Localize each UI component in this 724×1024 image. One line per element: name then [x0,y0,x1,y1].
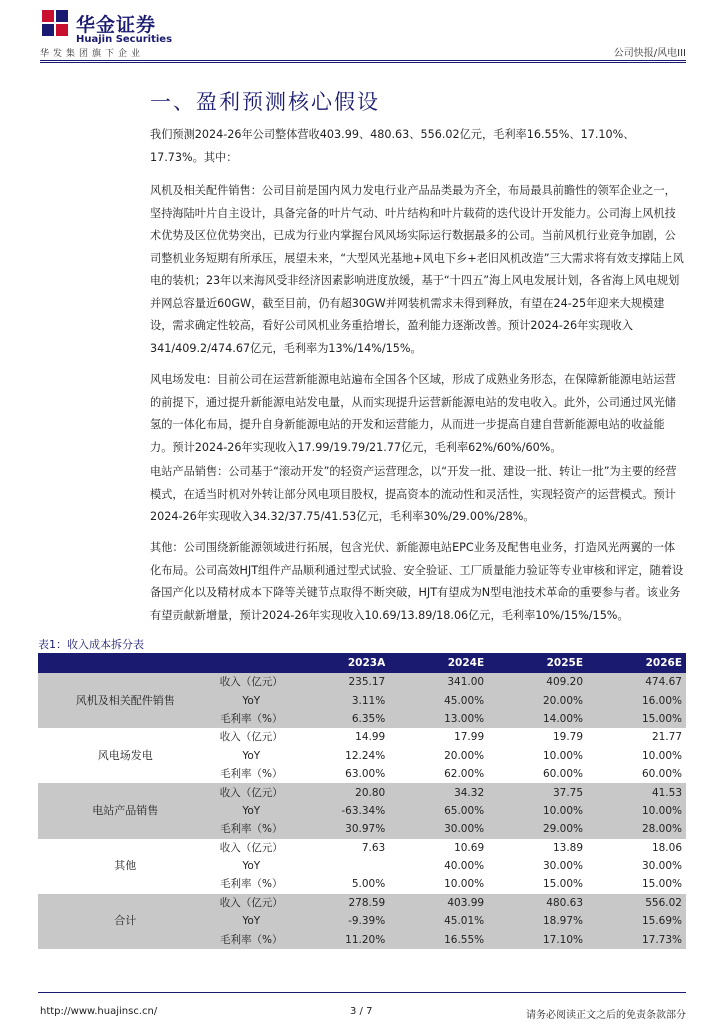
value-cell: 15.00% [587,710,686,728]
metric-cell: 收入（亿元） [213,894,290,912]
value-cell: 10.69 [454,841,485,854]
paragraph-text: 风电场发电：目前公司在运营新能源电站遍布全国各个区域，形成了成熟业务形态，在保障新能源电站运营的前提下，通过提升新能源电站发电量，从而实现提升运营新能源电站的发电收入。此外，公司通过风光储氢的一体化布局，提升自身新能源电站的开发和运营能力，从而进一步提高自建自营新能源电站的收益能力。预计2024-26年实现收入17.99/19.79/21.77亿元，毛利率62%/60%/60%。 [150,373,676,454]
value-cell: -9.39% [290,912,389,930]
metric-cell: YoY [213,912,290,930]
value-cell: 14.99 [355,731,386,744]
table-bottom-rule [38,992,686,993]
paragraph-text: 我们预测2024-26年公司整体营收403.99、480.63、556.02亿元，毛利率16.55%、17.10%、17.73%。其中： [150,128,635,164]
paragraph-text: 风机及相关配件销售：公司目前是国内风力发电行业产品品类最为齐全，布局最具前瞻性的领军企业之一，坚持海陆叶片自主设计，具备完备的叶片气动、叶片结构和叶片载荷的迭代设计开发能力。公司海上风机技术优势及区位优势突出，已成为行业内掌握台风风场实际运行数据最多的公司。当前风机行业竞争加剧，公司整机业务短期有所承压，展望未来，“大型风光基地+风电下乡+老旧风机改造”三大需求将有效支撑陆上风电的装机；23年以来海风受非经济因素影响进度放缓，基于“十四五”海上风电发展计划，各省海上风电规划并网总容量近60GW，截至目前，仍有超30GW并网装机需求未得到释放，有望在24-25年迎来大规模建设，需求确定性较高，看好公司风机业务重拾增长，盈利能力逐渐改善。预计2024-26年实现收入341/409.2/474.67亿元，毛利率为13%/14%/15%。 [150,184,684,355]
header-cell-blank [38,653,213,673]
value-cell: 20.00% [444,749,485,762]
value-cell: 19.79 [552,731,584,744]
value-cell: 62.00% [444,768,485,781]
metric-cell: YoY [213,691,290,709]
table-row [38,783,686,801]
paragraph-wind-farm [150,369,686,459]
header-cell-year: 2026E [587,653,686,673]
huajin-logo-icon [40,8,70,38]
report-type: 公司快报/风电III [613,48,686,59]
metric-cell: YoY [242,749,261,762]
footer-website-link[interactable]: http://www.huajinsc.cn/ [40,1006,158,1017]
value-cell: -63.34% [290,802,389,820]
paragraph-other [150,537,686,627]
table-row [38,894,686,912]
value-cell: 480.63 [488,894,587,912]
value-cell: 556.02 [587,894,686,912]
paragraph-station-sales [150,461,686,529]
value-cell: 30.97% [290,820,389,838]
metric-cell: 毛利率（%） [213,710,290,728]
value-cell: 30.00% [641,860,682,873]
header-divider-secondary [40,62,686,63]
value-cell: 21.77 [651,731,682,744]
value-cell: 13.89 [552,841,584,854]
paragraph-text: 其他：公司围绕新能源领域进行拓展，包含光伏、新能源电站EPC业务及配售电业务，打造风光两翼的一体化布局。公司高效HJT组件产品顺利通过型式试验、安全验证、工厂质量能力验证等专业审核和评定，随着设备国产化以及精材成本下降等关键节点取得不断突破，HJT有望成为N型电池技术革命的重要参与者。该业务有望贡献新增量，预计2024-26年实现收入10.69/13.89/18.06亿元，毛利率10%/15%/15%。 [150,541,684,622]
header-divider [40,60,686,61]
value-cell: 10.00% [444,878,485,891]
value-cell: 10.00% [488,802,587,820]
value-cell: 5.00% [351,878,386,891]
company-logo [40,8,240,48]
footer-disclaimer: 请务必阅读正文之后的免责条款部分 [526,1010,686,1021]
section-title: 一、盈利预测核心假设 [150,90,380,114]
category-cell: 风电场发电 [97,748,153,762]
value-cell: 29.00% [488,820,587,838]
revenue-cost-table [38,653,686,949]
metric-cell: 毛利率（%） [213,930,290,948]
paragraph-wind-turbine [150,180,686,360]
category-cell: 其他 [114,859,137,873]
value-cell: 474.67 [587,673,686,691]
value-cell: 17.10% [488,930,587,948]
value-cell: 16.55% [389,930,488,948]
table-row [38,839,686,857]
value-cell: 15.00% [542,878,584,891]
company-name-cn: 华金证券 [76,14,157,36]
value-cell: 15.69% [587,912,686,930]
metric-cell: 收入（亿元） [213,783,290,801]
value-cell: 11.20% [290,930,389,948]
value-cell: 12.24% [345,749,386,762]
value-cell: 341.00 [389,673,488,691]
value-cell: 15.00% [641,878,682,891]
company-name-en: Huajin Securities [76,34,173,45]
metric-cell: 毛利率（%） [213,820,290,838]
value-cell: 30.00% [389,820,488,838]
value-cell: 278.59 [290,894,389,912]
value-cell: 45.00% [389,691,488,709]
metric-cell: 收入（亿元） [219,731,283,744]
value-cell: 6.35% [290,710,389,728]
value-cell: 14.00% [488,710,587,728]
metric-cell: 毛利率（%） [220,768,283,781]
value-cell: 18.97% [488,912,587,930]
value-cell: 40.00% [444,860,485,873]
header-cell-year: 2025E [488,653,587,673]
value-cell: 20.80 [290,783,389,801]
value-cell: 37.75 [488,783,587,801]
value-cell: 13.00% [389,710,488,728]
value-cell: 60.00% [641,768,682,781]
value-cell: 235.17 [290,673,389,691]
value-cell: 17.99 [454,731,485,744]
paragraph-summary [150,124,686,169]
category-cell: 合计 [38,894,213,949]
metric-cell: 收入（亿元） [213,673,290,691]
value-cell: 20.00% [488,691,587,709]
metric-cell: YoY [213,802,290,820]
table-row [38,728,686,746]
table-header-row [38,653,686,673]
value-cell: 403.99 [389,894,488,912]
value-cell: 65.00% [389,802,488,820]
header-subline: 华发集团旗下企业 [40,49,145,59]
value-cell: 10.00% [542,749,584,762]
value-cell: 34.32 [389,783,488,801]
value-cell [290,857,389,875]
category-cell: 电站产品销售 [38,783,213,838]
value-cell: 63.00% [345,768,386,781]
header-cell-year: 2023A [290,653,389,673]
category-cell: 风机及相关配件销售 [38,673,213,728]
value-cell: 7.63 [361,841,386,854]
value-cell: 17.73% [587,930,686,948]
metric-cell: 毛利率（%） [220,878,283,891]
value-cell: 3.11% [290,691,389,709]
header-cell-blank [213,653,290,673]
header-cell-year: 2024E [389,653,488,673]
value-cell: 409.20 [488,673,587,691]
metric-cell: 收入（亿元） [219,841,283,854]
metric-cell: YoY [242,860,261,873]
value-cell: 10.00% [587,802,686,820]
page-number: 3 / 7 [350,1006,373,1017]
paragraph-text: 电站产品销售：公司基于“滚动开发”的轻资产运营理念，以“开发一批、建设一批、转让一批”为主要的经营模式，在适当时机对外转让部分风电项目股权，提高资本的流动性和灵活性，实现轻资产的运营模式。预计2024-26年实现收入34.32/37.75/41.53亿元，毛利率30%/29.00%/28%。 [150,465,677,523]
value-cell: 16.00% [587,691,686,709]
value-cell: 10.00% [641,749,682,762]
value-cell: 45.01% [389,912,488,930]
value-cell: 30.00% [542,860,584,873]
value-cell: 28.00% [587,820,686,838]
table-row [38,673,686,691]
value-cell: 41.53 [587,783,686,801]
value-cell: 18.06 [651,841,682,854]
table-caption: 表1：收入成本拆分表 [38,638,144,651]
value-cell: 60.00% [542,768,584,781]
